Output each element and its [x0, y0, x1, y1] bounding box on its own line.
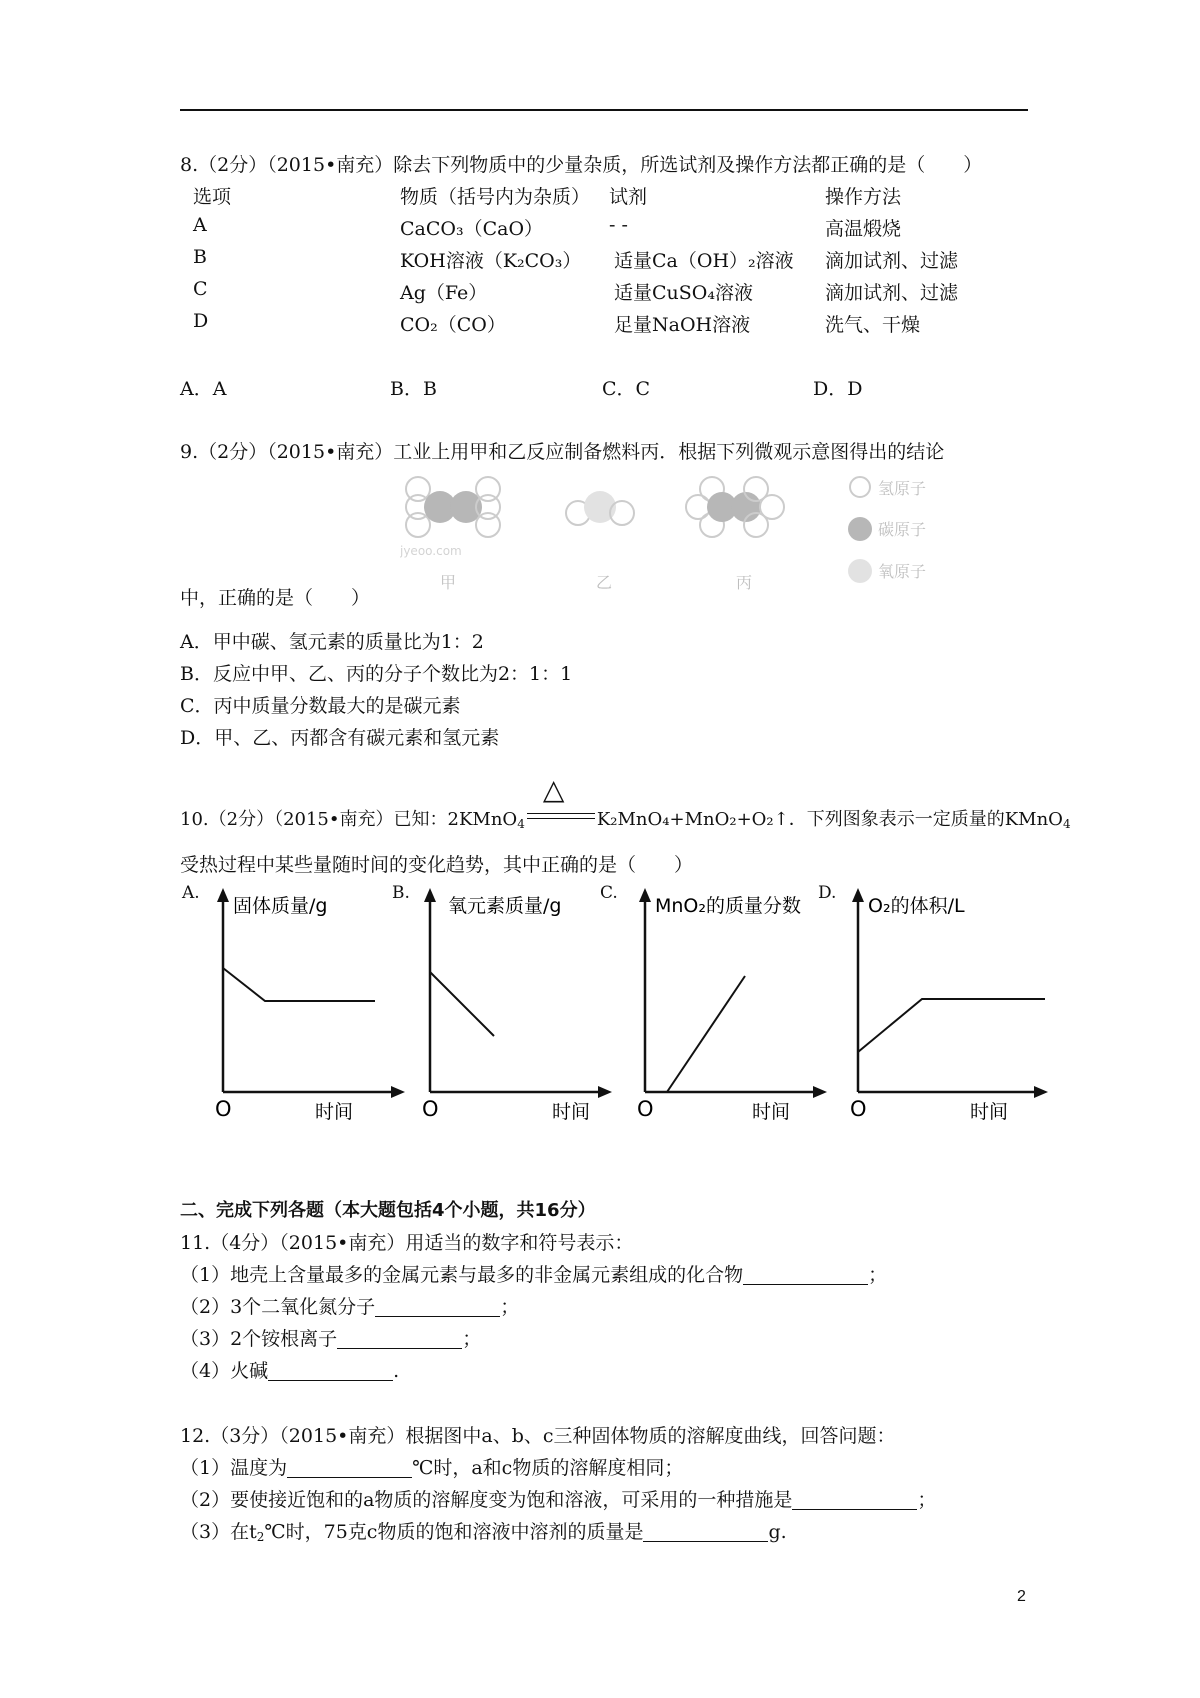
- graph-b-xlabel: 时间: [552, 1101, 591, 1120]
- legend-hydrogen: 氢原子: [878, 479, 927, 498]
- q8-row-substance: CO₂（CO）: [400, 314, 506, 336]
- q8-row-substance: Ag（Fe）: [400, 282, 488, 304]
- q11-item-2: [180, 1292, 519, 1319]
- graph-a-ylabel: 固体质量/g: [233, 895, 328, 917]
- graph-d: [840, 880, 1050, 1120]
- graph-b: [412, 880, 612, 1120]
- hydrogen-atom-icon: [850, 477, 870, 497]
- q11-item-4: [180, 1356, 399, 1383]
- q8-choice-d: D．D: [813, 378, 863, 400]
- q11-item-3-end: ；: [462, 1328, 482, 1350]
- q12-item-1-pre: （1）温度为: [180, 1457, 288, 1479]
- q8-row-reagent: 适量Ca（OH）₂溶液: [614, 250, 794, 272]
- answer-blank[interactable]: [287, 1457, 412, 1478]
- header-rule: [180, 109, 1028, 111]
- q12-item-3-mid: ℃时，75克c物质的饱和溶液中溶剂的质量是: [264, 1521, 644, 1543]
- legend-carbon: 碳原子: [878, 520, 927, 539]
- graph-a: [205, 880, 405, 1120]
- q9-stem-line2: 中，正确的是（ ）: [180, 587, 371, 609]
- q8-row-option: C: [193, 278, 208, 300]
- molecule-yi-icon: [566, 491, 634, 525]
- q12-stem: 12.（3分）（2015•南充）根据图中a、b、c三种固体物质的溶解度曲线，回答问题：: [180, 1425, 896, 1447]
- molecule-diagram: [400, 475, 960, 605]
- q12-item-3-post: g.: [768, 1521, 787, 1543]
- q8-row-substance: KOH溶液（K₂CO₃）: [400, 250, 582, 272]
- graph-d-ylabel: O₂的体积/L: [868, 895, 965, 917]
- graph-c-origin: O: [637, 1097, 654, 1120]
- q8-row-reagent: 适量CuSO₄溶液: [614, 282, 753, 304]
- section-title: 二、完成下列各题（本大题包括4个小题，共16分）: [180, 1200, 596, 1221]
- graph-d-letter: D.: [818, 883, 837, 903]
- q12-item-1-post: ℃时，a和c物质的溶解度相同；: [412, 1457, 684, 1479]
- q12-item-2-pre: （2）要使接近饱和的a物质的溶解度变为饱和溶液，可采用的一种措施是: [180, 1489, 793, 1511]
- answer-blank[interactable]: [792, 1489, 917, 1510]
- graph-b-ylabel: 氧元素质量/g: [448, 895, 562, 917]
- graph-c-letter: C.: [600, 883, 618, 903]
- q11-item-4-text: （4）火碱: [180, 1360, 269, 1382]
- q12-item-2: [180, 1485, 936, 1512]
- oxygen-atom-icon: [848, 559, 872, 583]
- q10-equation-products: K₂MnO₄+MnO₂+O₂↑．下列图象表示一定质量的KMnO: [596, 809, 1063, 830]
- graph-d-origin: O: [850, 1097, 867, 1120]
- graph-d-curve: [858, 999, 1045, 1052]
- graph-d-xlabel: 时间: [970, 1101, 1009, 1120]
- heat-triangle-icon: △: [542, 773, 565, 806]
- q9-choice-a: A．甲中碳、氢元素的质量比为1：2: [180, 631, 484, 653]
- q8-row-method: 洗气、干燥: [825, 314, 921, 336]
- q12-item-3-sub: 2: [256, 1530, 265, 1544]
- q8-row-reagent: 足量NaOH溶液: [614, 314, 751, 336]
- graph-b-curve: [430, 972, 494, 1036]
- q10-stem-pre: 10.（2分）（2015•南充）已知：2KMnO: [180, 809, 518, 830]
- graph-a-origin: O: [215, 1097, 232, 1120]
- q9-stem-line1: 9.（2分）（2015•南充）工业上用甲和乙反应制备燃料丙．根据下列微观示意图得出的结论: [180, 441, 945, 463]
- q8-header-method: 操作方法: [825, 186, 902, 208]
- graph-a-xlabel: 时间: [315, 1101, 354, 1120]
- q9-choice-c: C．丙中质量分数最大的是碳元素: [180, 695, 461, 717]
- graph-c-ylabel: MnO₂的质量分数: [655, 895, 802, 917]
- q11-item-2-text: （2）3个二氧化氮分子: [180, 1296, 376, 1318]
- molecule-bing-icon: [686, 477, 784, 537]
- graph-a-curve: [223, 968, 375, 1001]
- q8-row-option: D: [193, 310, 209, 332]
- q8-row-method: 滴加试剂、过滤: [825, 282, 959, 304]
- graph-a-letter: A.: [182, 883, 200, 903]
- q11-item-1-text: （1）地壳上含量最多的金属元素与最多的非金属元素组成的化合物: [180, 1264, 744, 1286]
- page-number: 2: [1017, 1588, 1026, 1605]
- q12-item-3: [180, 1517, 787, 1544]
- q11-item-1: [180, 1260, 887, 1287]
- q8-header-option: 选项: [193, 186, 232, 208]
- answer-blank[interactable]: [268, 1360, 393, 1381]
- carbon-atom-icon: [848, 517, 872, 541]
- q11-stem: 11.（4分）（2015•南充）用适当的数字和符号表示：: [180, 1232, 634, 1254]
- mol-label-jia: 甲: [440, 573, 457, 592]
- q8-header-substance: 物质（括号内为杂质）: [400, 186, 591, 208]
- q11-item-3: [180, 1324, 481, 1351]
- q8-row-substance: CaCO₃（CaO）: [400, 218, 544, 240]
- q8-stem: 8.（2分）（2015•南充）除去下列物质中的少量杂质，所选试剂及操作方法都正确的是（ ）: [180, 154, 983, 176]
- q8-choice-c: C．C: [602, 378, 651, 400]
- q11-item-3-text: （3）2个铵根离子: [180, 1328, 338, 1350]
- q11-item-4-end: .: [393, 1360, 400, 1382]
- mol-label-bing: 丙: [736, 573, 753, 592]
- q12-item-2-post: ；: [917, 1489, 937, 1511]
- q8-row-method: 滴加试剂、过滤: [825, 250, 959, 272]
- q10-sub4: 4: [517, 817, 525, 831]
- q12-item-3-pre: （3）在t: [180, 1521, 257, 1543]
- reaction-condition: [525, 773, 597, 827]
- answer-blank[interactable]: [337, 1328, 462, 1349]
- q12-item-1: [180, 1453, 683, 1480]
- legend-oxygen: 氧原子: [878, 562, 927, 581]
- mol-label-yi: 乙: [596, 573, 613, 592]
- graph-c-xlabel: 时间: [752, 1101, 791, 1120]
- q8-choice-a: A．A: [180, 378, 227, 400]
- q10-stem-line1: [180, 773, 1071, 831]
- graph-b-letter: B.: [392, 883, 410, 903]
- q10-stem-line2: 受热过程中某些量随时间的变化趋势，其中正确的是（ ）: [180, 854, 694, 876]
- q11-item-1-end: ；: [868, 1264, 888, 1286]
- answer-blank[interactable]: [743, 1264, 868, 1285]
- q11-item-2-end: ；: [500, 1296, 520, 1318]
- q9-choice-d: D．甲、乙、丙都含有碳元素和氢元素: [180, 727, 500, 749]
- q9-choice-b: B．反应中甲、乙、丙的分子个数比为2：1：1: [180, 663, 573, 685]
- q8-header-reagent: 试剂: [609, 186, 648, 208]
- watermark: jyeoo.com: [400, 544, 462, 558]
- q8-choice-b: B．B: [390, 378, 437, 400]
- q10-sub4: 4: [1062, 817, 1071, 831]
- molecule-jia-icon: [406, 477, 500, 537]
- answer-blank[interactable]: [375, 1296, 500, 1317]
- graph-c-curve: [667, 976, 745, 1092]
- q8-row-method: 高温煅烧: [825, 218, 902, 240]
- graph-c: [627, 880, 827, 1120]
- q8-row-option: B: [193, 246, 207, 268]
- graph-b-origin: O: [422, 1097, 439, 1120]
- q8-row-reagent: - -: [609, 214, 628, 236]
- answer-blank[interactable]: [643, 1521, 768, 1542]
- q8-row-option: A: [193, 214, 207, 236]
